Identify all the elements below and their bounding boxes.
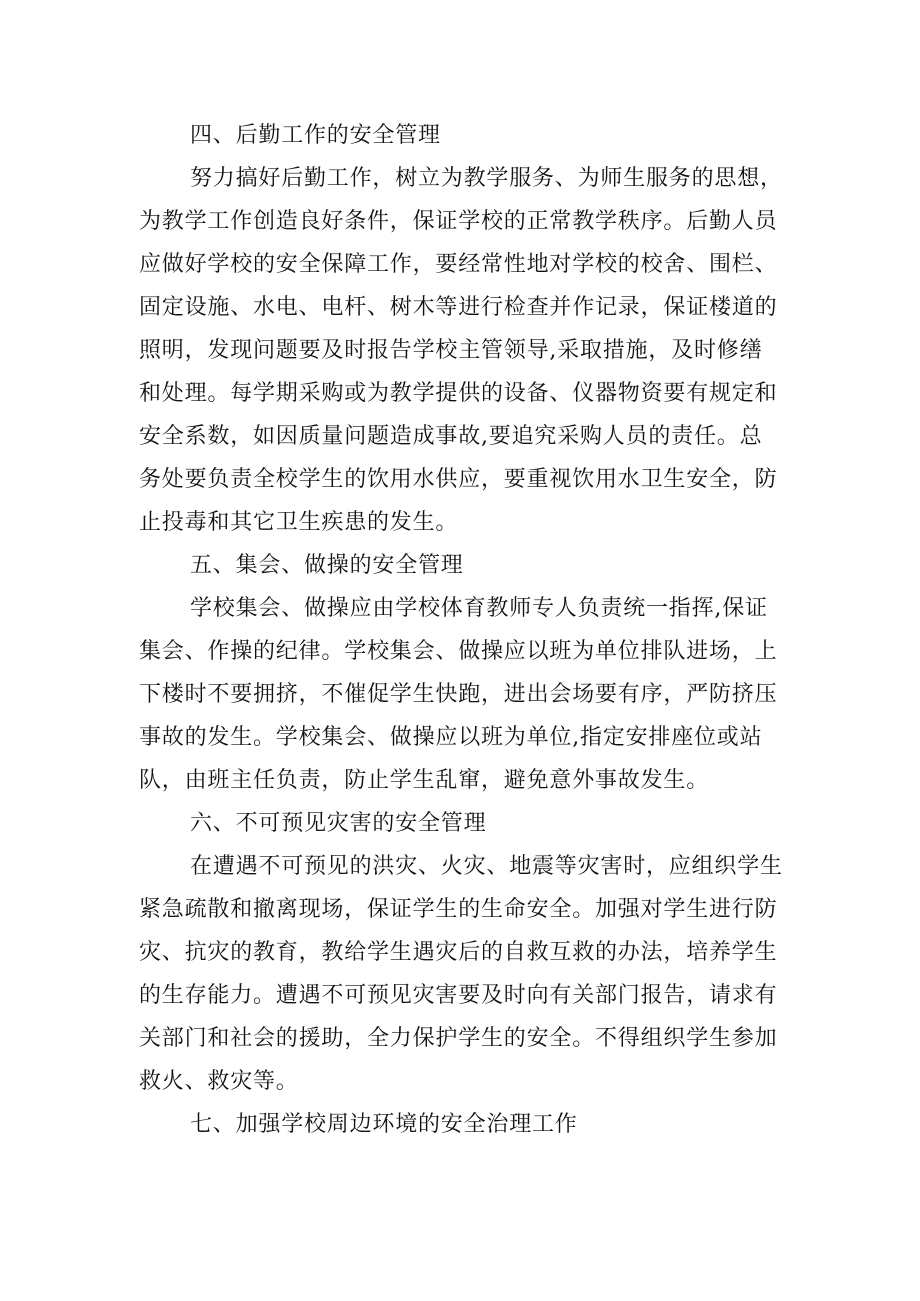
section-heading-4: 四、后勤工作的安全管理 <box>190 123 441 148</box>
paragraph-line: 固定设施、水电、电杆、树木等进行检查并作记录，保证楼道的 <box>139 295 778 320</box>
paragraph-line: 下楼时不要拥挤，不催促学生快跑，进出会场要有序，严防挤压 <box>139 682 778 707</box>
paragraph-line: 的生存能力。遭遇不可预见灾害要及时向有关部门报告，请求有 <box>139 983 778 1008</box>
paragraph-line: 安全系数，如因质量问题造成事故,要追究采购人员的责任。总 <box>139 424 763 449</box>
section-heading-5: 五、集会、做操的安全管理 <box>190 553 464 578</box>
paragraph-line: 和处理。每学期采购或为教学提供的设备、仪器物资要有规定和 <box>139 381 778 406</box>
paragraph-line: 照明，发现问题要及时报告学校主管领导,采取措施，及时修缮 <box>139 338 763 363</box>
paragraph-line: 灾、抗灾的教育，教给学生遇灾后的自救互救的办法，培养学生 <box>139 940 778 965</box>
section-heading-7: 七、加强学校周边环境的安全治理工作 <box>190 1112 578 1137</box>
document-body <box>139 114 787 1146</box>
paragraph-line: 队，由班主任负责，防止学生乱窜，避免意外事故发生。 <box>139 768 710 793</box>
section-heading-6: 六、不可预见灾害的安全管理 <box>190 811 487 836</box>
paragraph-line: 关部门和社会的援助，全力保护学生的安全。不得组织学生参加 <box>139 1026 778 1051</box>
paragraph-line: 学校集会、做操应由学校体育教师专人负责统一指挥,保证 <box>190 596 768 621</box>
paragraph-line: 紧急疏散和撤离现场，保证学生的生命安全。加强对学生进行防 <box>139 897 778 922</box>
paragraph-line: 止投毒和其它卫生疾患的发生。 <box>139 510 459 535</box>
paragraph-line: 努力搞好后勤工作，树立为教学服务、为师生服务的思想， <box>190 166 783 191</box>
paragraph-line: 为教学工作创造良好条件，保证学校的正常教学秩序。后勤人员 <box>139 209 778 234</box>
paragraph-line: 集会、作操的纪律。学校集会、做操应以班为单位排队进场，上 <box>139 639 778 664</box>
paragraph-line: 在遭遇不可预见的洪灾、火灾、地震等灾害时，应组织学生 <box>190 854 783 879</box>
paragraph-line: 事故的发生。学校集会、做操应以班为单位,指定安排座位或站 <box>139 725 763 750</box>
paragraph-line: 务处要负责全校学生的饮用水供应，要重视饮用水卫生安全，防 <box>139 467 778 492</box>
paragraph-line: 应做好学校的安全保障工作，要经常性地对学校的校舍、围栏、 <box>139 252 778 277</box>
paragraph-line: 救火、救灾等。 <box>139 1069 299 1094</box>
